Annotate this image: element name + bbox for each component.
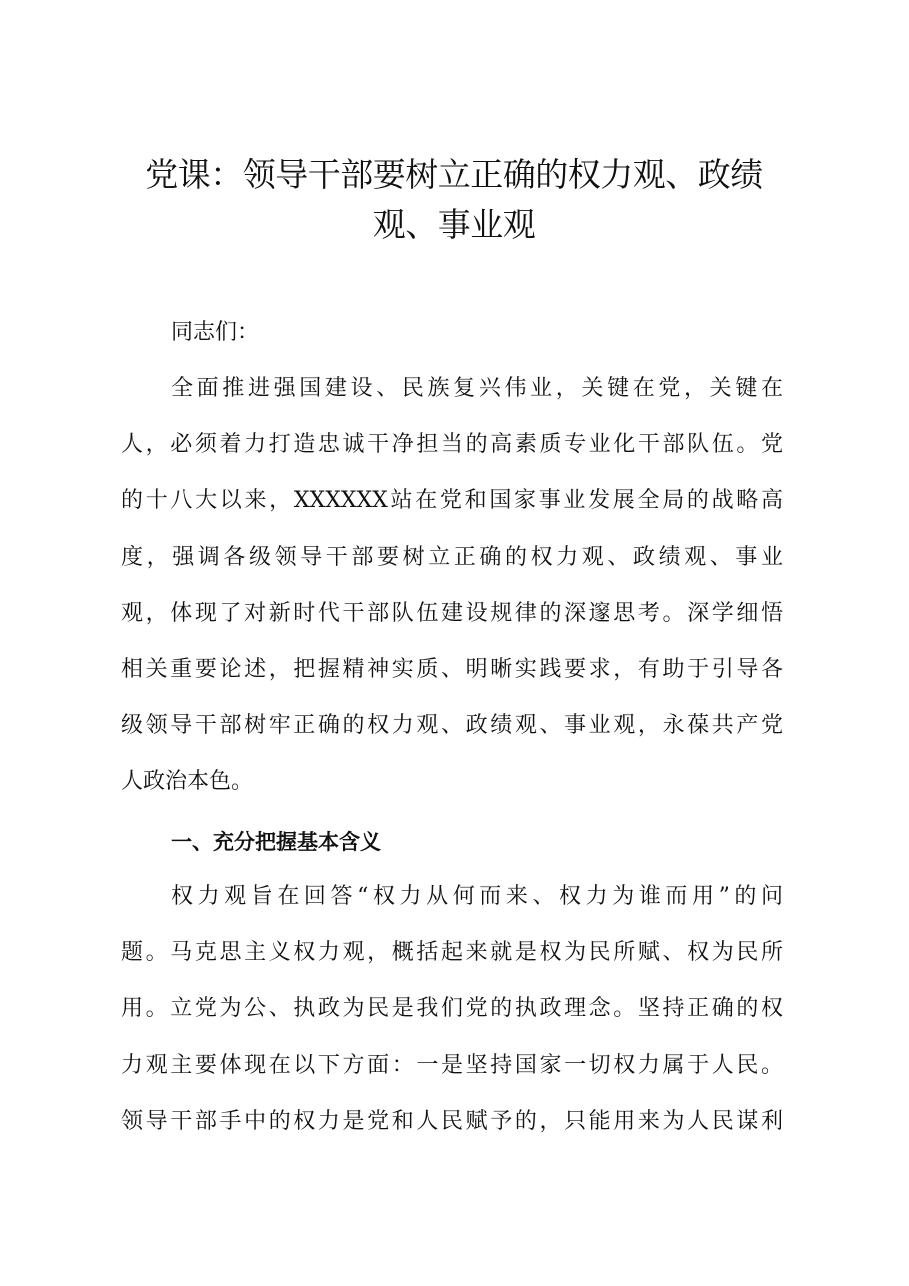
paragraph-2-line: 领导干部手中的权力是党和人民赋予的，只能用来为人民谋利 <box>121 1108 783 1134</box>
paragraph-1-line: 观，体现了对新时代干部队伍建设规律的深邃思考。深学细悟 <box>121 600 783 626</box>
greeting-text: 同志们： <box>171 320 260 345</box>
paragraph-1 <box>121 361 783 811</box>
paragraph-1-line: 全面推进强国建设、民族复兴伟业，关键在党，关键在 <box>171 376 783 401</box>
paragraph-1-line: 人政治本色。 <box>121 769 254 795</box>
paragraph-2-line: 题。马克思主义权力观，概括起来就是权为民所赋、权为民所 <box>121 940 783 966</box>
paragraph-1-line: 相关重要论述，把握精神实质、明晰实践要求，有助于引导各 <box>121 656 783 682</box>
title-line-1: 党课：领导干部要树立正确的权力观、政绩 <box>145 155 763 194</box>
paragraph-1-line: 人，必须着力打造忠诚干净担当的高素质专业化干部队伍。党 <box>121 432 783 458</box>
paragraph-2-line: 用。立党为公、执政为民是我们党的执政理念。坚持正确的权 <box>121 996 783 1022</box>
section-heading-1: 一、充分把握基本含义 <box>171 830 381 854</box>
greeting-paragraph <box>121 305 783 361</box>
title-line-2: 观、事业观 <box>372 205 536 244</box>
paragraph-1-line: 度，强调各级领导干部要树立正确的权力观、政绩观、事业 <box>121 544 783 570</box>
paragraph-2 <box>121 869 783 1150</box>
paragraph-2-line: 权力观旨在回答“权力从何而来、权力为谁而用”的问 <box>171 884 783 909</box>
paragraph-1-line: 的十八大以来，XXXXXX站在党和国家事业发展全局的战略高 <box>121 488 783 514</box>
document-title <box>120 150 788 250</box>
paragraph-1-line: 级领导干部树牢正确的权力观、政绩观、事业观，永葆共产党 <box>121 713 783 739</box>
paragraph-2-line: 力观主要体现在以下方面：一是坚持国家一切权力属于人民。 <box>121 1052 783 1078</box>
